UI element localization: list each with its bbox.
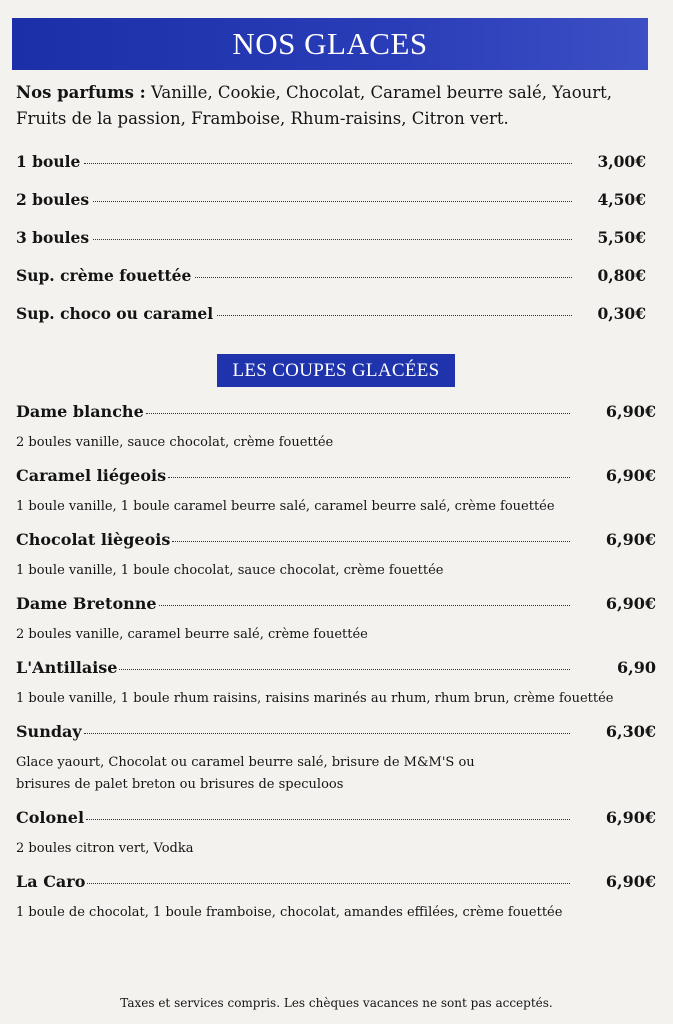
dot-leader [84,733,570,734]
coupe-name: Sunday [16,722,82,741]
price-row [16,304,646,342]
coupe-name: Dame Bretonne [16,594,157,613]
price-label: Sup. choco ou caramel [16,304,214,323]
dot-leader [146,413,570,414]
flavors-list: Vanille, Cookie, Chocolat, Caramel beurre salé, Yaourt, Fruits de la passion, Framboise, Rhum-raisins, Citron vert. [16,83,613,128]
price-row [16,190,646,228]
coupe-description: 1 boule de chocolat, 1 boule framboise, chocolat, amandes effilées, crème fouettée [16,905,563,920]
coupe-header [16,872,656,896]
dot-leader [87,883,570,884]
coupe-name: L'Antillaise [16,658,118,677]
dot-leader [84,163,572,164]
coupe-name: Chocolat liègeois [16,530,171,549]
coupes-list [16,402,656,936]
price-value: 0,80€ [597,266,646,285]
coupe-price: 6,30€ [605,722,656,741]
coupe-name: Dame blanche [16,402,144,421]
flavors-paragraph [16,80,646,132]
coupe-header [16,594,656,618]
price-value: 0,30€ [597,304,646,323]
price-value: 4,50€ [597,190,646,209]
page-title: NOS GLACES [232,26,428,61]
coupe-description: 1 boule vanille, 1 boule caramel beurre salé, caramel beurre salé, crème fouettée [16,499,555,514]
coupe-header [16,722,656,746]
price-row [16,266,646,304]
coupe-price: 6,90€ [605,872,656,891]
coupe-item [16,530,656,582]
coupe-item [16,594,656,646]
coupe-price: 6,90€ [605,808,656,827]
coupe-price: 6,90€ [605,530,656,549]
coupe-price: 6,90€ [605,466,656,485]
price-label: 3 boules [16,228,90,247]
coupe-description: 1 boule vanille, 1 boule chocolat, sauce chocolat, crème fouettée [16,563,444,578]
dot-leader [93,239,572,240]
coupe-item [16,808,656,860]
coupe-price: 6,90 [617,658,656,677]
scoop-price-list [16,152,646,342]
coupe-description: 2 boules citron vert, Vodka [16,841,194,856]
flavors-label: Nos parfums : [16,83,146,102]
coupe-item [16,402,656,454]
coupe-item [16,658,656,710]
dot-leader [119,669,570,670]
coupe-price: 6,90€ [605,402,656,421]
price-label: Sup. crème fouettée [16,266,192,285]
coupe-description: 1 boule vanille, 1 boule rhum raisins, raisins marinés au rhum, rhum brun, crème fouettée [16,691,614,706]
coupe-item [16,466,656,518]
coupe-name: Colonel [16,808,85,827]
dot-leader [172,541,570,542]
price-label: 1 boule [16,152,81,171]
coupe-item [16,872,656,924]
price-row [16,152,646,190]
section-banner [217,354,455,387]
price-label: 2 boules [16,190,90,209]
dot-leader [217,315,572,316]
coupe-description: 2 boules vanille, caramel beurre salé, crème fouettée [16,627,368,642]
coupe-header [16,466,656,490]
coupe-name: Caramel liégeois [16,466,167,485]
dot-leader [195,277,572,278]
coupe-header [16,658,656,682]
footer-note: Taxes et services compris. Les chèques vacances ne sont pas acceptés. [120,996,553,1010]
coupe-description: Glace yaourt, Chocolat ou caramel beurre salé, brisure de M&M'S ou brisures de palet breton ou brisures de speculoos [16,755,475,792]
coupe-header [16,530,656,554]
dot-leader [93,201,572,202]
price-value: 5,50€ [597,228,646,247]
coupe-name: La Caro [16,872,86,891]
coupe-item [16,722,656,796]
dot-leader [86,819,570,820]
title-banner [12,18,648,70]
price-row [16,228,646,266]
coupe-header [16,808,656,832]
coupe-header [16,402,656,426]
dot-leader [159,605,570,606]
dot-leader [168,477,570,478]
section-title: LES COUPES GLACÉES [232,359,440,381]
coupe-description: 2 boules vanille, sauce chocolat, crème fouettée [16,435,334,450]
price-value: 3,00€ [597,152,646,171]
coupe-price: 6,90€ [605,594,656,613]
